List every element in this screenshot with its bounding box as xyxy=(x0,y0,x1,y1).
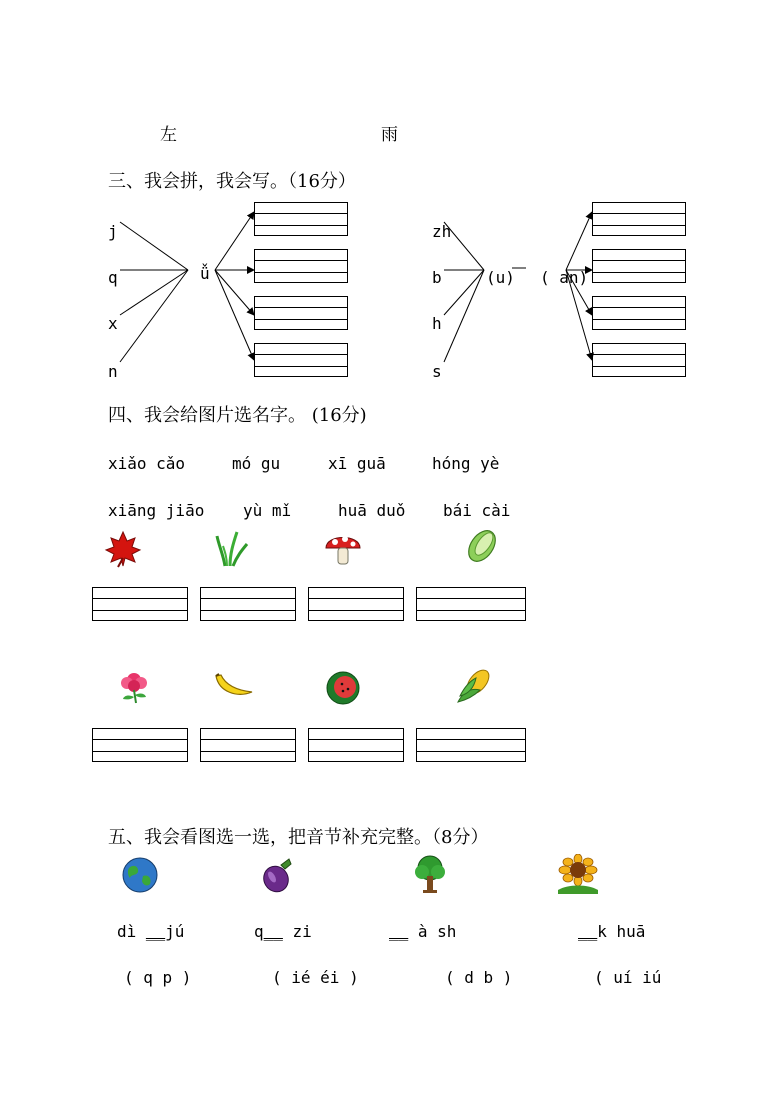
final-an: ( an) xyxy=(540,268,589,287)
answer-box[interactable] xyxy=(416,587,526,621)
eggplant-icon xyxy=(261,855,295,895)
pinyin-connector-lines xyxy=(0,0,783,400)
write-box[interactable] xyxy=(592,249,686,283)
answer-box[interactable] xyxy=(308,587,404,621)
syllable-2: q__ zi xyxy=(254,922,312,941)
medial-u: (u) xyxy=(486,268,515,287)
initial-n: n xyxy=(108,362,118,381)
syllable-blank[interactable]: __ xyxy=(578,922,598,941)
answer-box[interactable] xyxy=(416,728,526,762)
pinyin-hong-ye: hóng yè xyxy=(432,454,500,473)
write-box[interactable] xyxy=(254,249,348,283)
write-box[interactable] xyxy=(592,202,686,236)
initial-zh: zh xyxy=(432,222,452,241)
initial-b: b xyxy=(432,268,442,287)
syllable-blank[interactable]: __ xyxy=(263,922,283,941)
banana-icon xyxy=(213,672,255,700)
write-box[interactable] xyxy=(254,343,348,377)
char-left: 左 xyxy=(160,125,177,145)
choice-1: ( q p ) xyxy=(124,968,192,987)
initial-x: x xyxy=(108,314,118,333)
section5-heading: 五、我会看图选一选，把音节补充完整。（8分） xyxy=(108,827,489,848)
maple-leaf-icon xyxy=(104,530,142,568)
answer-box[interactable] xyxy=(200,587,296,621)
answer-box[interactable] xyxy=(92,728,188,762)
final-v: ǚ xyxy=(200,264,210,283)
write-box[interactable] xyxy=(592,343,686,377)
section4-heading: 四、我会给图片选名字。 (16分) xyxy=(108,405,367,426)
syllable-blank[interactable]: __ xyxy=(389,922,409,941)
choice-4: ( uí iú xyxy=(594,968,662,987)
sunflower-icon xyxy=(554,854,602,894)
answer-box[interactable] xyxy=(92,587,188,621)
write-box[interactable] xyxy=(254,202,348,236)
tree-icon xyxy=(412,854,448,894)
pinyin-bai-cai: bái cài xyxy=(443,501,511,520)
pinyin-yu-mi: yù mǐ xyxy=(243,501,292,520)
char-right: 雨 xyxy=(381,125,398,145)
pinyin-mo-gu: mó gu xyxy=(232,454,281,473)
write-box[interactable] xyxy=(254,296,348,330)
initial-j: j xyxy=(108,222,118,241)
choice-3: ( d b ) xyxy=(445,968,513,987)
cabbage-icon xyxy=(462,526,502,566)
syllable-blank[interactable]: __ xyxy=(145,922,166,941)
pinyin-hua-duo: huā duǒ xyxy=(338,501,406,520)
pinyin-xi-gua: xī guā xyxy=(328,454,386,473)
choice-2: ( ié éi ) xyxy=(272,968,359,987)
globe-icon xyxy=(121,856,159,894)
corn-icon xyxy=(454,666,494,706)
answer-box[interactable] xyxy=(200,728,296,762)
initial-h: h xyxy=(432,314,442,333)
syllable-3: __ à sh xyxy=(389,922,457,941)
syllable-4: __k huā xyxy=(578,922,646,941)
flower-icon xyxy=(117,668,151,704)
write-box[interactable] xyxy=(592,296,686,330)
initial-s: s xyxy=(432,362,442,381)
pinyin-xiao-cao: xiǎo cǎo xyxy=(108,454,186,473)
grass-icon xyxy=(215,528,249,568)
mushroom-icon xyxy=(323,528,363,568)
syllable-1: dì __jú xyxy=(117,922,185,941)
watermelon-icon xyxy=(325,670,361,706)
answer-box[interactable] xyxy=(308,728,404,762)
pinyin-xiang-jiao: xiāng jiāo xyxy=(108,501,205,520)
initial-q: q xyxy=(108,268,118,287)
section3-heading: 三、我会拼，我会写。（16分） xyxy=(108,171,356,192)
